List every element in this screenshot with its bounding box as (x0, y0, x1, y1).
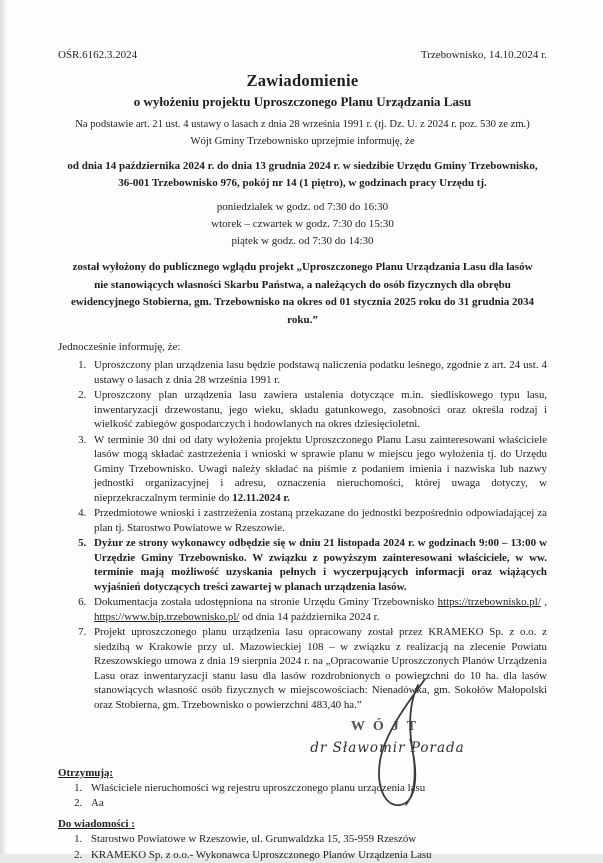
availability-period (58, 158, 547, 192)
list-item-4 (89, 506, 547, 535)
also-inform-line: Jednocześnie informuję, że: (58, 341, 181, 353)
bip-trzebownisko-link[interactable]: https://www.bip.trzebownisko.pl/ (94, 610, 240, 623)
cc-item-2-text: KRAMEKO Sp. z o.o.- Wykonawca Uproszczonego Planów Urządzenia Lasu (91, 848, 432, 861)
header-row (58, 49, 547, 61)
item-3-deadline-date: 12.11.2024 r. (232, 491, 290, 504)
item-4-text: Przedmiotowe wnioski i zastrzeżenia zostaną przekazane do jednostki bezpośrednio odpowiadającej za plan tj. Starostwo Powiatowe w Rzeszowie. (94, 507, 547, 534)
item-2-text: Uproszczony plan urządzenia lasu zawiera ustalenia dotyczące m.in. siedliskowego typu lasu, inwentaryzacji drzewostanu, jego wieku, składu gatunkowego, zasobności oraz określa rodzaj i wielkość zabiegów gospodarczych i hodowlanych na okres dziesięcioletni. (94, 389, 547, 430)
cc-heading: Do wiadomości : (58, 818, 135, 831)
list-item-1 (89, 358, 547, 387)
doc-title: Zawiadomienie (246, 71, 359, 90)
cc-item-1-text: Starostwo Powiatowe w Rzeszowie, ul. Grunwaldzka 15, 35-959 Rzeszów (91, 833, 417, 846)
information-list (58, 358, 547, 712)
received-list (58, 781, 547, 811)
received-heading: Otrzymują: (58, 767, 114, 779)
item-3-text: W terminie 30 dni od daty wyłożenia projektu Uproszczonego Planu Lasu zainteresowani właściciele lasów mogą składać zastrzeżenia i wnioski w sprawie planu w miejscu jego wyłożenia tj. do Urzędu Gminy Trzebownisko. Uwagi należy składać na piśmie z podaniem imienia i nazwiska lub nazwy jednostki organizacyjnej i adresu, oznaczenia nieruchomości, której uwaga dotyczy, w nieprzekraczalnym terminie do (94, 433, 547, 504)
item-5-text: Dyżur ze strony wykonawcy odbędzie się w dniu 21 listopada 2024 r. w godzinach 9:00 – 13:00 w Urzędzie Gminy Trzebownisko. W związku z powyższym zainteresowani właściciele, w ww. terminie mają możliwość uzyskania pełnych i wyczerpujących informacji oraz wiążących wyjaśnień dotyczących treści zawartej w planach urządzenia lasów. (94, 537, 547, 593)
cc-list (58, 832, 547, 862)
office-hours (58, 199, 547, 250)
place-date: Trzebownisko, 14.10.2024 r. (420, 49, 547, 61)
distribution-footer (58, 767, 547, 863)
signature-block (270, 719, 505, 765)
hours-friday: piątek w godz. od 7:30 do 14:30 (231, 235, 374, 247)
hours-tue-thu: wtorek – czwartek w godz. 7:30 do 15:30 (211, 218, 394, 230)
doc-subtitle: o wyłożeniu projektu Uproszczonego Planu Urządzania Lasu (133, 94, 472, 109)
received-item-1 (85, 781, 547, 796)
received-item-1-text: Właściciele nieruchomości wg rejestru uproszczonego planu urządzenia lasu (91, 782, 426, 794)
list-item-7 (89, 625, 547, 712)
reference-number: OŚR.6162.3.2024 (58, 49, 138, 61)
period-line-2: 36-001 Trzebownisko 976, pokój nr 14 (1 piętro), w godzinach pracy Urzędu tj. (118, 177, 487, 189)
cc-item-2 (85, 848, 547, 863)
item-6-tail: od dnia 14 października 2024 r. (239, 610, 380, 623)
item-7-text: Projekt uproszczonego planu urządzenia lasu opracowany został przez KRAMEKO Sp. z o.o. z siedzibą w Krakowie przy ul. Mazowieckiej 108 – w związku z realizacją na zlecenie Powiatu Rzeszowskiego umowa z dnia 19 sierpnia 2024 r. na „Opracowanie Uproszczonych Planów Urządzenia Lasu oraz inwentaryzacji stanu lasu dla lasów rozdrobnionych o powierzchni do 10 ha. dla lasów stanowiących własność osób fizycznych w miejscowościach: Nienadówka, gm. Sokołów Małopolski oraz Stobierna, gm. Trzebownisko o powierzchni 483,40 ha.” (94, 626, 547, 711)
received-item-2 (85, 796, 547, 811)
list-item-2 (89, 388, 547, 432)
signatory-title: WÓJT (350, 719, 425, 734)
trzebownisko-link[interactable]: https://trzebownisko.pl/ (437, 596, 541, 608)
announcement-paragraph: został wyłożony do publicznego wglądu projekt „Uproszczonego Planu Urządzania Lasu dla lasów nie stanowiących własności Skarbu Państwa, a należących do osób fizycznych dla obrębu ewidencyjnego Stobierna, gm. Trzebownisko na okres od 01 stycznia 2025 roku do 31 grudnia 2034 roku.” (70, 261, 535, 326)
item-6-separator: , (540, 596, 547, 608)
intro-line: Wójt Gminy Trzebownisko uprzejmie informuję, że (190, 135, 415, 147)
list-item-5 (89, 536, 547, 594)
hours-monday: poniedziałek w godz. od 7:30 do 16:30 (216, 201, 389, 213)
received-item-2-text: Aa (91, 797, 104, 810)
legal-basis: Na podstawie art. 21 ust. 4 ustawy o lasach z dnia 28 września 1991 r. (tj. Dz. U. z 2024 r. poz. 530 ze zm.) (75, 119, 530, 130)
signatory-name: dr Sławomir Porada (310, 740, 465, 756)
list-item-3 (89, 433, 547, 506)
period-line-1: od dnia 14 października 2024 r. do dnia 13 grudnia 2024 r. w siedzibie Urzędu Gminy Trzebownisko, (67, 160, 538, 172)
cc-item-1 (85, 832, 547, 847)
list-item-6 (89, 595, 547, 624)
item-1-text: Uproszczony plan urządzenia lasu będzie podstawą naliczenia podatku leśnego, zgodnie z art. 24 ust. 4 ustawy o lasach z dnia 28 września 1991 r. (94, 359, 547, 386)
item-6-text: Dokumentacja została udostępniona na stronie Urzędu Gminy Trzebownisko (94, 596, 438, 608)
